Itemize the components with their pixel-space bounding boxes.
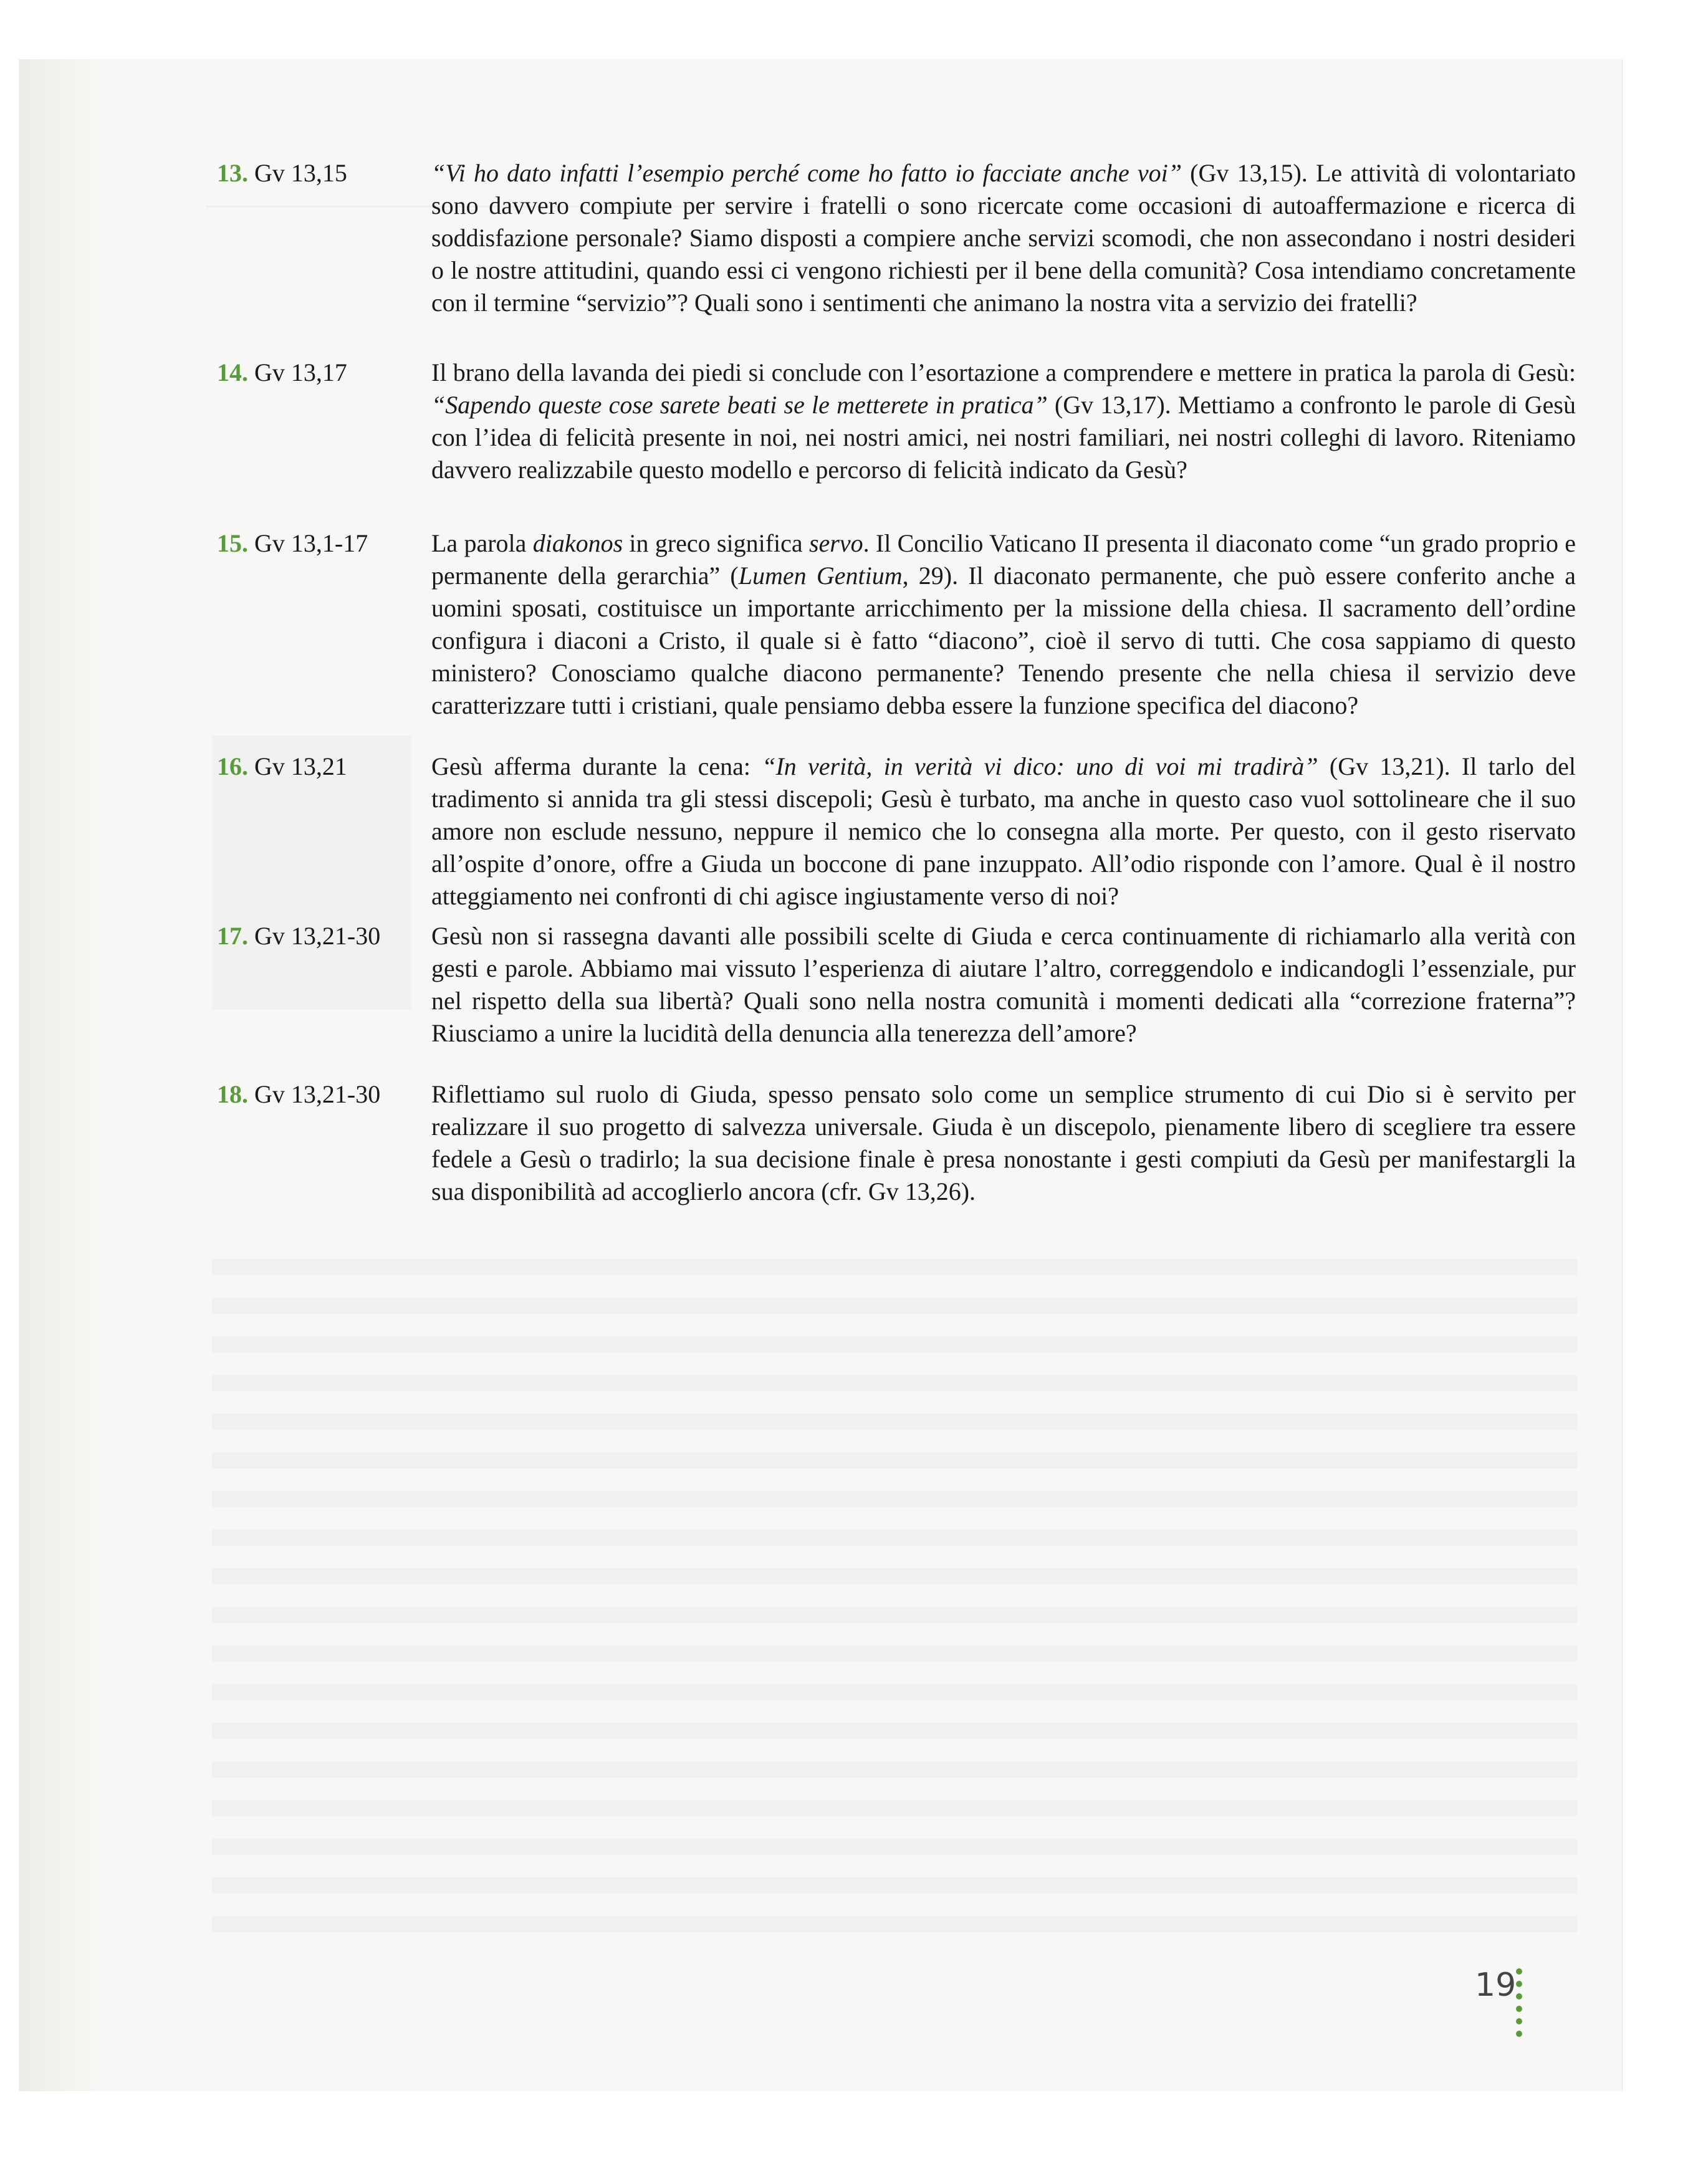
entry-text (431, 357, 1576, 486)
entry-reference (217, 527, 431, 560)
bible-reference: Gv 13,1-17 (254, 529, 368, 557)
entry-reference (217, 750, 431, 783)
question-entry-14 (217, 357, 1576, 486)
bible-reference: Gv 13,21-30 (254, 922, 381, 950)
bible-reference: Gv 13,17 (254, 358, 347, 386)
bible-reference: Gv 13,21 (254, 752, 347, 780)
dot (1516, 2006, 1522, 2012)
italic-text: “Vi ho dato infatti l’esempio perché come ho fatto io facciate anche voi” (431, 159, 1182, 187)
question-entry-16 (217, 750, 1576, 912)
entry-text (431, 527, 1576, 722)
bible-reference: Gv 13,15 (254, 159, 347, 187)
dot (1516, 1993, 1522, 2000)
entry-reference (217, 357, 431, 389)
entry-number: 18. (217, 1080, 248, 1108)
dot (1516, 1981, 1522, 1987)
discussion-questions (217, 157, 1576, 1208)
entry-number: 13. (217, 159, 248, 187)
entry-reference (217, 920, 431, 952)
show-through-text (212, 1259, 1577, 1945)
page-number: 19 (1475, 1966, 1517, 2004)
italic-text: “In verità, in verità vi dico: uno di voi mi tradirà” (762, 752, 1318, 780)
page-dots-ornament (1516, 1968, 1525, 2043)
text-run: , 29). Il diaconato permanente, che può essere conferito anche a uomini sposati, costituisce un importante arricchimento per la missione della chiesa. Il sacramento dell’ordine configura i diaconi a Cristo, il quale si è fatto “diacono”, cioè il servo di tutti. Che cosa sappiamo di questo ministero? Conosciamo qualche diacono permanente? Tenendo presente che nella chiesa il servizio deve caratterizzare tutti i cristiani, quale pensiamo debba essere la funzione specifica del diacono? (431, 562, 1576, 719)
dot (1516, 2018, 1522, 2024)
entry-text (431, 750, 1576, 912)
entry-number: 14. (217, 358, 248, 386)
binding-shadow (19, 59, 100, 2091)
text-run: Riflettiamo sul ruolo di Giuda, spesso pensato solo come un semplice strumento di cui Dio si è servito per realizzare il suo progetto di salvezza universale. Giuda è un discepolo, pienamente libero di scegliere tra essere fedele a Gesù o tradirlo; la sua decisione finale è presa nonostante i gesti compiuti da Gesù per manifestargli la sua disponibilità ad accoglierlo ancora (cfr. Gv 13,26). (431, 1080, 1576, 1205)
dot (1516, 2031, 1522, 2037)
italic-text: diakonos (532, 529, 623, 557)
text-run: (Gv 13,17). Mettiamo a confronto le parole di Gesù con l’idea di felicità presente in noi, nei nostri amici, nei nostri familiari, nei nostri colleghi di lavoro. Riteniamo davvero realizzabile questo modello e percorso di felicità indicato da Gesù? (431, 391, 1576, 484)
question-entry-17 (217, 920, 1576, 1050)
text-run: (Gv 13,21). Il tarlo del tradimento si annida tra gli stessi discepoli; Gesù è turbato, ma anche in questo caso vuol sottolineare che il suo amore non esclude nessuno, neppure il nemico che lo consegna alla morte. Per questo, con il gesto riservato all’ospite d’onore, offre a Giuda un boccone di pane inzuppato. All’odio risponde con l’amore. Qual è il nostro atteggiamento nei confronti di chi agisce ingiustamente verso di noi? (431, 752, 1576, 910)
question-entry-15 (217, 527, 1576, 722)
entry-reference (217, 157, 431, 189)
text-run: (Gv 13,15). Le attività di volontariato sono davvero compiute per servire i fratelli o sono ricercate come occasioni di autoaffermazione e ricerca di soddisfazione personale? Siamo disposti a compiere anche servizi scomodi, che non assecondano i nostri desideri o le nostre attitudini, quando essi ci vengono richiesti per il bene della comunità? Cosa intendiamo concretamente con il termine “servizio”? Quali sono i sentimenti che animano la nostra vita a servizio dei fratelli? (431, 159, 1576, 317)
text-run: Gesù non si rassegna davanti alle possibili scelte di Giuda e cerca continuamente di richiamarlo alla verità con gesti e parole. Abbiamo mai vissuto l’esperienza di aiutare l’altro, correggendolo e indicandogli l’essenziale, pur nel rispetto della sua libertà? Quali sono nella nostra comunità i momenti dedicati alla “correzione fraterna”? Riusciamo a unire la lucidità della denuncia alla tenerezza dell’amore? (431, 922, 1576, 1047)
bible-reference: Gv 13,21-30 (254, 1080, 381, 1108)
question-entry-18 (217, 1078, 1576, 1208)
dot (1516, 1968, 1522, 1975)
italic-text: servo (808, 529, 863, 557)
entry-text (431, 157, 1576, 319)
entry-text (431, 920, 1576, 1050)
entry-text (431, 1078, 1576, 1208)
text-run: . Il Concilio Vaticano II presenta il diaconato come “un grado proprio e permanente della gerarchia” ( (431, 529, 1576, 590)
entry-number: 15. (217, 529, 248, 557)
italic-text: “Sapendo queste cose sarete beati se le metterete in pratica” (431, 391, 1048, 419)
entry-reference (217, 1078, 431, 1111)
text-run: in greco significa (623, 529, 809, 557)
entry-number: 17. (217, 922, 248, 950)
text-run: La parola (431, 529, 533, 557)
entry-number: 16. (217, 752, 248, 780)
question-entry-13 (217, 157, 1576, 319)
text-run: Il brano della lavanda dei piedi si conclude con l’esortazione a comprendere e mettere in pratica la parola di Gesù: (431, 358, 1576, 386)
text-run: Gesù afferma durante la cena: (431, 752, 762, 780)
italic-text: Lumen Gentium (738, 562, 903, 590)
